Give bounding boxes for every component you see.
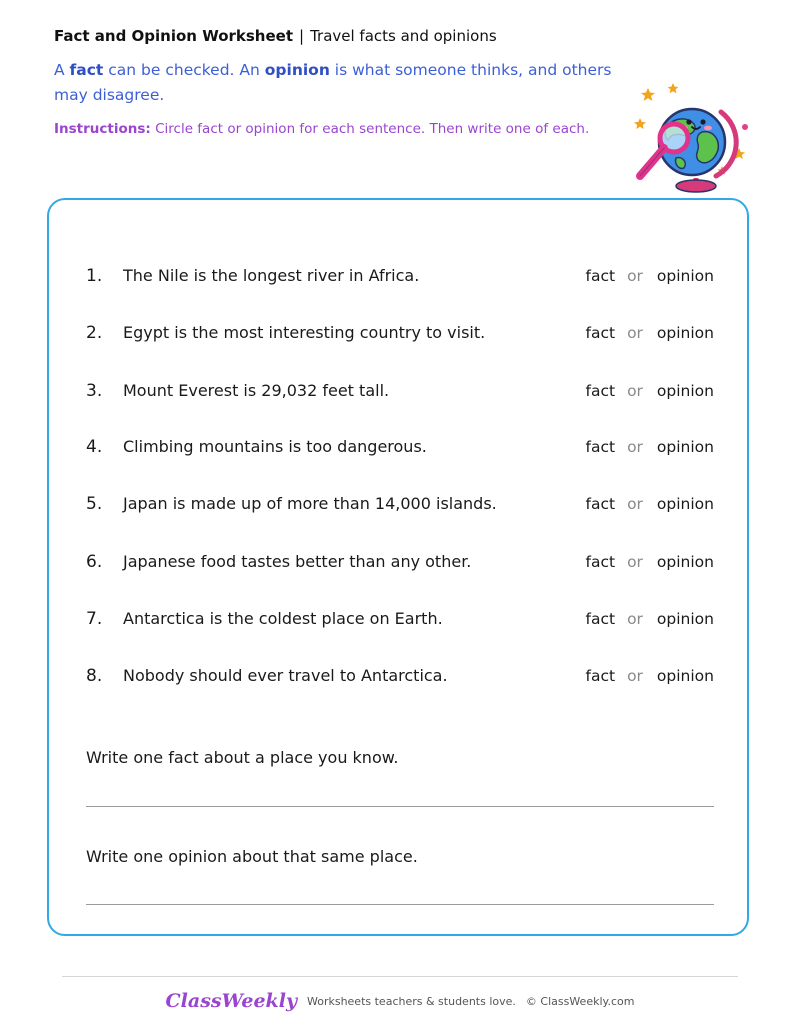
choice-or: or bbox=[627, 324, 643, 342]
question-number: 7. bbox=[86, 609, 103, 629]
worksheet-title: Fact and Opinion Worksheet bbox=[54, 27, 294, 45]
question-number: 5. bbox=[86, 494, 103, 514]
instructions-text: Circle fact or opinion for each sentence. Then write one of each. bbox=[150, 121, 590, 137]
question-number: 6. bbox=[86, 552, 103, 572]
question-text: Antarctica is the coldest place on Earth. bbox=[123, 609, 443, 628]
answer-line-opinion[interactable] bbox=[86, 904, 714, 905]
choice-fact[interactable]: fact bbox=[585, 382, 616, 400]
choice-fact[interactable]: fact bbox=[585, 495, 616, 513]
choice-or: or bbox=[627, 667, 643, 685]
definition-fact-term: fact bbox=[69, 61, 104, 79]
choice-fact[interactable]: fact bbox=[585, 553, 616, 571]
definition-part: is what someone thinks, and others may disagree. bbox=[54, 61, 612, 104]
brand-logo: ClassWeekly bbox=[165, 990, 297, 1012]
footer-tagline: Worksheets teachers & students love. bbox=[306, 995, 516, 1008]
answer-choices bbox=[586, 379, 715, 403]
answer-choices bbox=[586, 321, 715, 345]
answer-choices bbox=[586, 435, 715, 459]
choice-fact[interactable]: fact bbox=[585, 438, 616, 456]
title-line bbox=[54, 26, 614, 46]
answer-choices bbox=[586, 550, 715, 574]
writing-prompt-opinion: Write one opinion about that same place. bbox=[86, 847, 418, 866]
title-separator: | bbox=[299, 27, 305, 45]
choice-or: or bbox=[627, 382, 643, 400]
choice-opinion[interactable]: opinion bbox=[656, 267, 714, 285]
footer-divider bbox=[62, 976, 738, 977]
definition-opinion-term: opinion bbox=[264, 61, 330, 79]
question-row bbox=[86, 264, 716, 288]
writing-prompt-fact: Write one fact about a place you know. bbox=[86, 748, 399, 767]
instructions bbox=[54, 120, 614, 138]
globe-with-magnifying-glass-icon bbox=[626, 80, 750, 196]
question-row bbox=[86, 664, 716, 688]
worksheet-subtitle: Travel facts and opinions bbox=[310, 27, 497, 45]
choice-opinion[interactable]: opinion bbox=[656, 495, 714, 513]
question-row bbox=[86, 492, 716, 516]
answer-choices bbox=[586, 492, 715, 516]
question-number: 1. bbox=[86, 266, 103, 286]
choice-or: or bbox=[627, 553, 643, 571]
choice-fact[interactable]: fact bbox=[585, 267, 616, 285]
definition-text bbox=[54, 58, 614, 108]
question-row bbox=[86, 607, 716, 631]
choice-or: or bbox=[627, 495, 643, 513]
question-number: 8. bbox=[86, 666, 103, 686]
answer-choices bbox=[586, 264, 715, 288]
question-number: 2. bbox=[86, 323, 103, 343]
question-number: 3. bbox=[86, 381, 103, 401]
choice-opinion[interactable]: opinion bbox=[656, 324, 714, 342]
answer-line-fact[interactable] bbox=[86, 806, 714, 807]
question-row bbox=[86, 321, 716, 345]
choice-fact[interactable]: fact bbox=[585, 324, 616, 342]
question-text: Egypt is the most interesting country to visit. bbox=[123, 323, 486, 342]
choice-opinion[interactable]: opinion bbox=[656, 610, 714, 628]
question-text: Mount Everest is 29,032 feet tall. bbox=[123, 381, 390, 400]
worksheet-header bbox=[54, 26, 614, 138]
choice-or: or bbox=[627, 438, 643, 456]
definition-part: can be checked. An bbox=[103, 61, 265, 79]
question-text: The Nile is the longest river in Africa. bbox=[123, 266, 420, 285]
question-row bbox=[86, 435, 716, 459]
footer bbox=[0, 990, 800, 1012]
choice-opinion[interactable]: opinion bbox=[656, 438, 714, 456]
choice-fact[interactable]: fact bbox=[585, 667, 616, 685]
footer-copyright: © ClassWeekly.com bbox=[525, 995, 635, 1008]
choice-or: or bbox=[627, 267, 643, 285]
choice-fact[interactable]: fact bbox=[585, 610, 616, 628]
question-number: 4. bbox=[86, 437, 103, 457]
choice-opinion[interactable]: opinion bbox=[656, 382, 714, 400]
definition-part: A bbox=[54, 61, 70, 79]
answer-choices bbox=[586, 664, 715, 688]
question-row bbox=[86, 379, 716, 403]
question-text: Japan is made up of more than 14,000 islands. bbox=[123, 494, 497, 513]
answer-choices bbox=[586, 607, 715, 631]
choice-opinion[interactable]: opinion bbox=[656, 667, 714, 685]
question-row bbox=[86, 550, 716, 574]
choice-or: or bbox=[627, 610, 643, 628]
instructions-label: Instructions: bbox=[54, 121, 151, 137]
question-text: Nobody should ever travel to Antarctica. bbox=[123, 666, 448, 685]
question-text: Climbing mountains is too dangerous. bbox=[123, 437, 427, 456]
question-text: Japanese food tastes better than any other. bbox=[123, 552, 472, 571]
choice-opinion[interactable]: opinion bbox=[656, 553, 714, 571]
